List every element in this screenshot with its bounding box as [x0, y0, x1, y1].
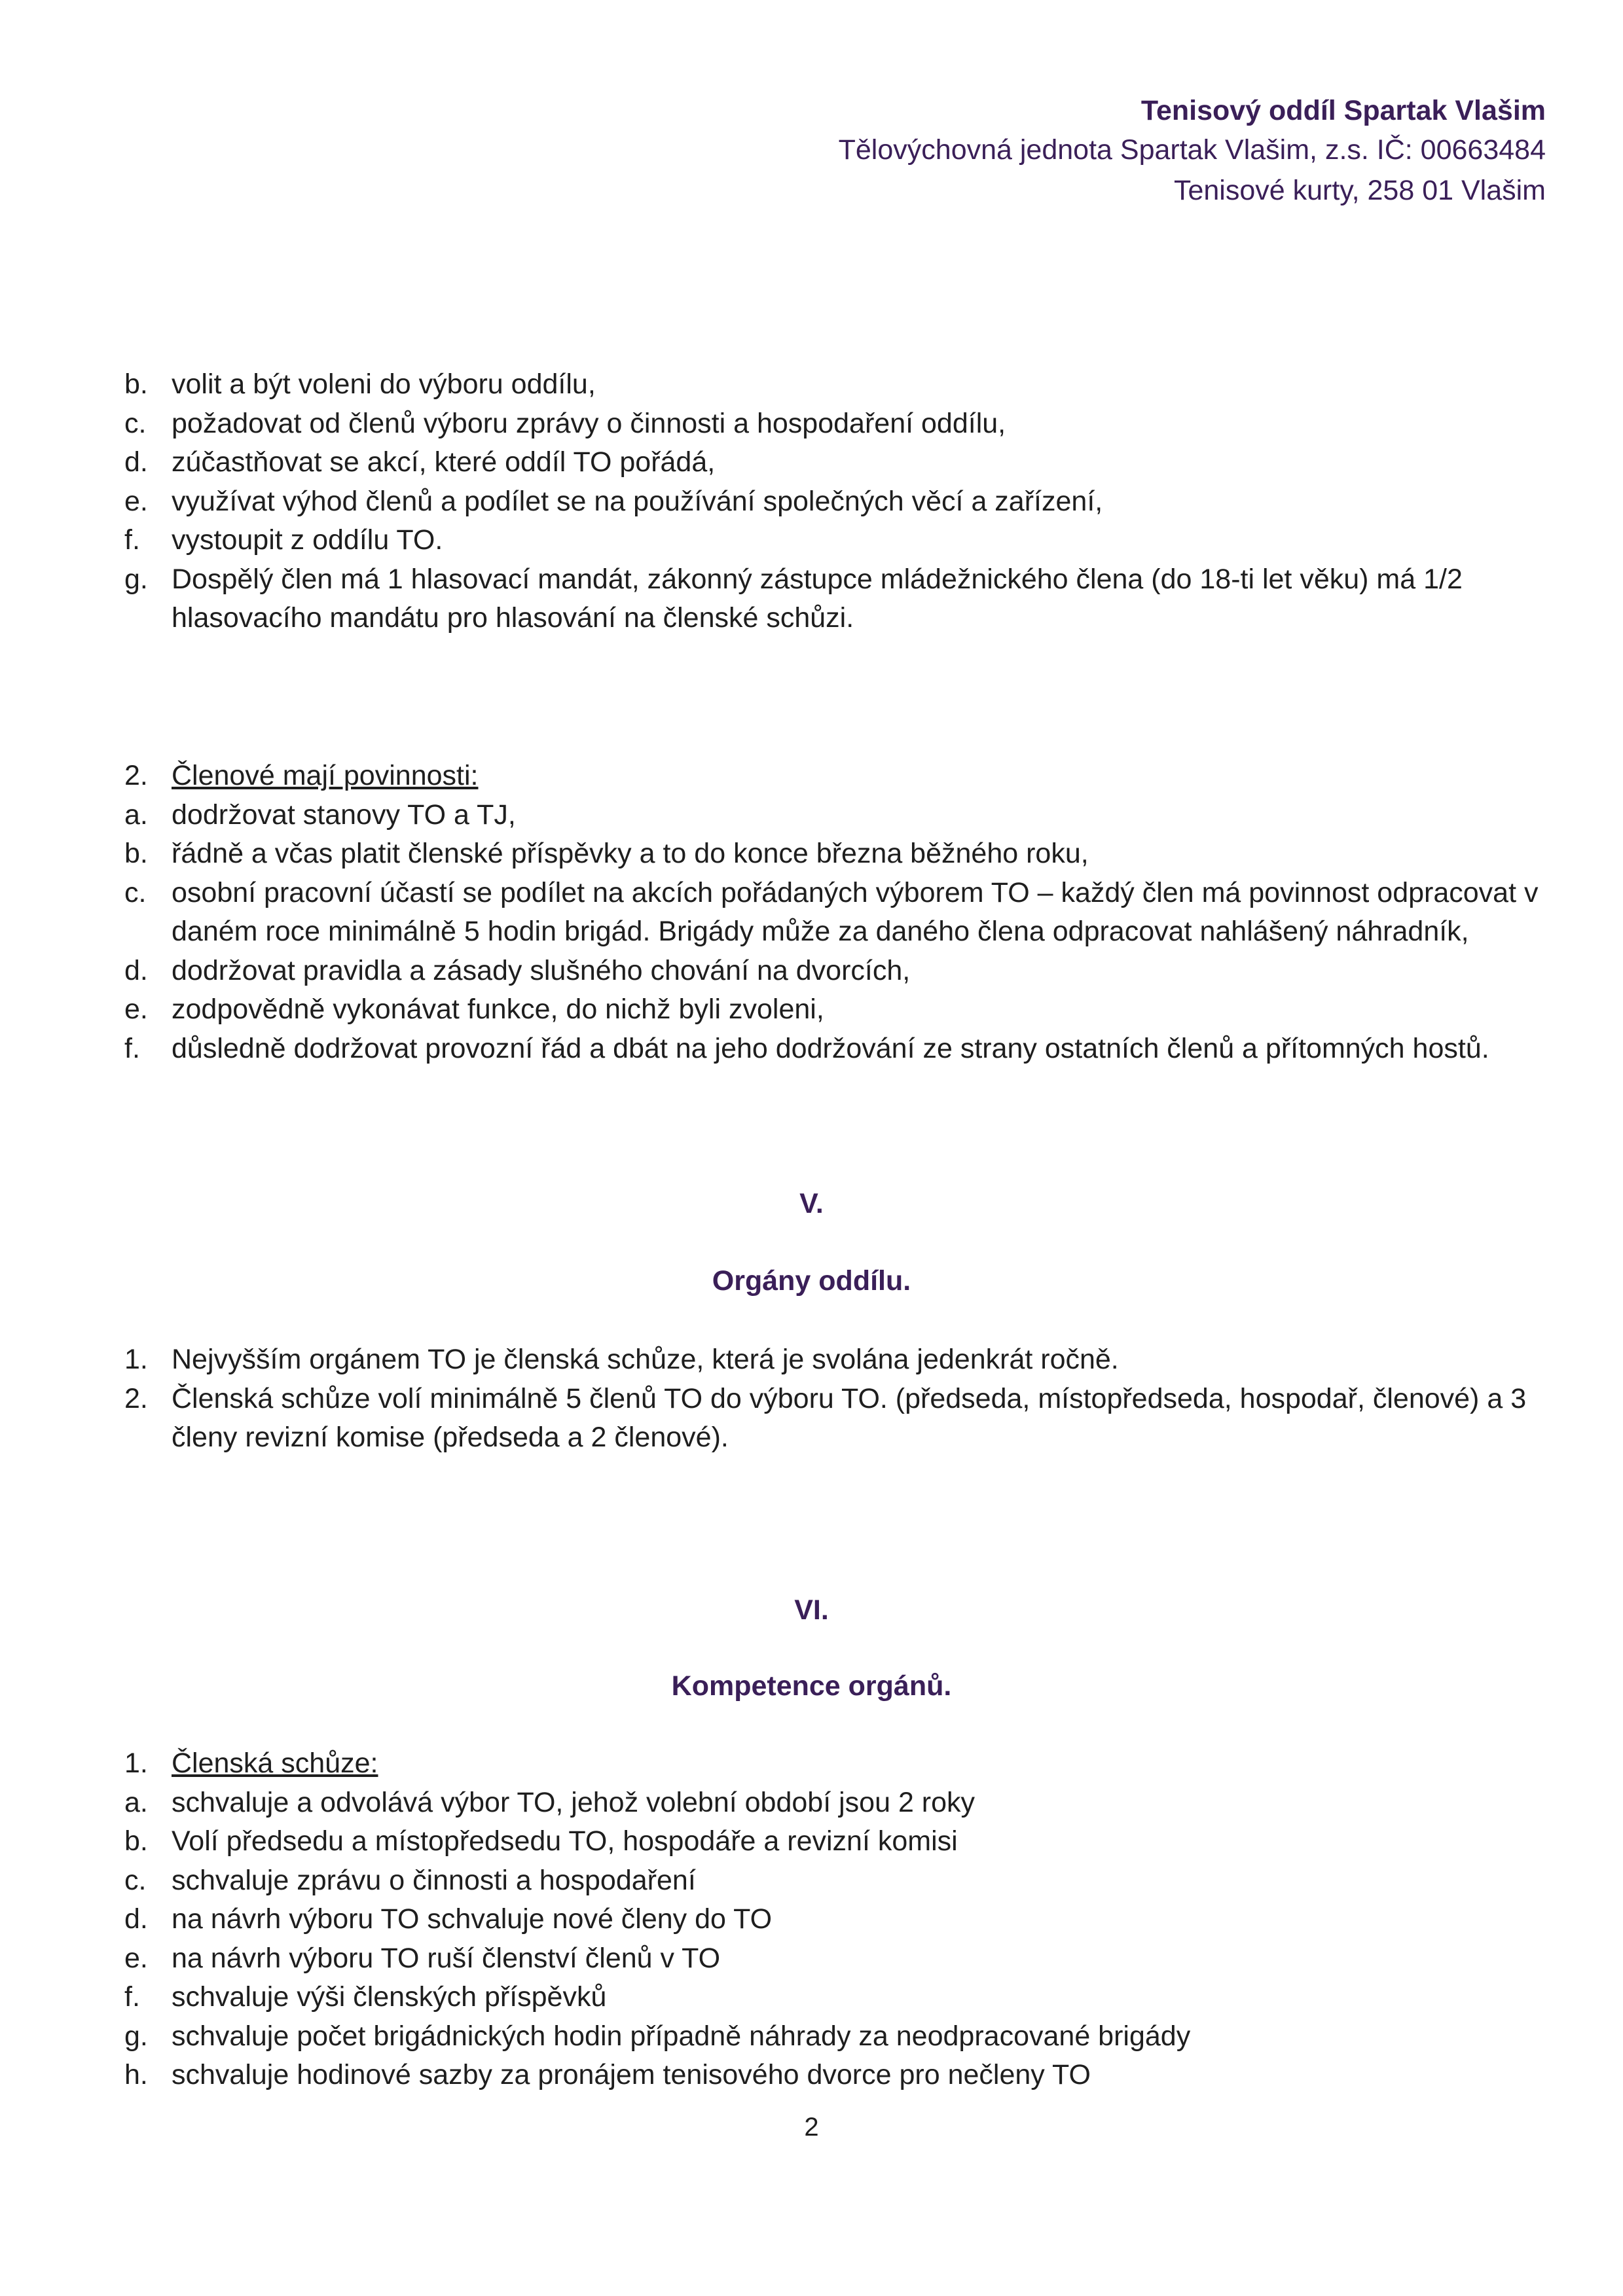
list-item: g. schvaluje počet brigádnických hodin případně náhrady za neodpracované brigády — [124, 2020, 1191, 2052]
section-vi-numeral: VI. — [794, 1594, 829, 1626]
list-item: c. požadovat od členů výboru zprávy o činnosti a hospodaření oddílu, — [124, 407, 1006, 439]
duties-heading: 2. Členové mají povinnosti: — [124, 760, 479, 791]
list-item: e. využívat výhod členů a podílet se na používání společných věcí a zařízení, — [124, 485, 1103, 517]
section-v-numeral: V. — [799, 1188, 824, 1219]
section-vi-title: Kompetence orgánů. — [671, 1670, 952, 1702]
list-item: 2. Členská schůze volí minimálně 5 členů TO do výboru TO. (předseda, místopředseda, hospodař, členové) a 3 členy revizní komise (předseda a 2 členové). — [124, 1382, 1527, 1453]
list-item: d. zúčastňovat se akcí, které oddíl TO pořádá, — [124, 446, 716, 478]
list-item: b. Volí předsedu a místopředsedu TO, hospodáře a revizní komisi — [124, 1825, 958, 1857]
org-name: Tenisový oddíl Spartak Vlašim — [1140, 95, 1546, 126]
list-item: g. Dospělý člen má 1 hlasovací mandát, zákonný zástupce mládežnického člena (do 18-ti let věku) má 1/2 hlasovacího mandátu pro hlasování na členské schůzi. — [124, 563, 1463, 634]
competences-list — [124, 1744, 1545, 2095]
list-item: c. schvaluje zprávu o činnosti a hospodaření — [124, 1864, 696, 1896]
list-item: a. schvaluje a odvolává výbor TO, jehož volební období jsou 2 roky — [124, 1786, 976, 1818]
list-item: d. dodržovat pravidla a zásady slušného chování na dvorcích, — [124, 954, 911, 986]
address: Tenisové kurty, 258 01 Vlašim — [1173, 175, 1546, 206]
list-item: c. osobní pracovní účastí se podílet na akcích pořádaných výborem TO – každý člen má povinnost odpracovat v daném roce minimálně 5 hodin brigád. Brigády může za daného člena odpracovat nahlášený náhradník, — [124, 876, 1539, 947]
parent-org: Tělovýchovná jednota Spartak Vlašim, z.s. IČ: 00663484 — [838, 134, 1546, 166]
list-item: f. schvaluje výši členských příspěvků — [124, 1981, 607, 2013]
duties-list — [124, 757, 1545, 1068]
list-item: a. dodržovat stanovy TO a TJ, — [124, 798, 516, 831]
section-v-title: Orgány oddílu. — [712, 1265, 911, 1297]
list-item: e. zodpovědně vykonávat funkce, do nichž byli zvoleni, — [124, 994, 824, 1025]
list-item: b. volit a být voleni do výboru oddílu, — [124, 368, 596, 400]
page-number: 2 — [804, 2113, 819, 2142]
list-item: d. na návrh výboru TO schvaluje nové členy do TO — [124, 1903, 773, 1935]
list-item: f. vystoupit z oddílu TO. — [124, 524, 443, 556]
letterhead — [564, 92, 1546, 211]
list-item: 1. Nejvyšším orgánem TO je členská schůze, která je svolána jedenkrát ročně. — [124, 1344, 1119, 1375]
list-item: e. na návrh výboru TO ruší členství členů v TO — [124, 1942, 721, 1974]
list-item: b. řádně a včas platit členské příspěvky a to do konce března běžného roku, — [124, 838, 1089, 869]
list-item: f. důsledně dodržovat provozní řád a dbát na jeho dodržování ze strany ostatních členů a přítomných hostů. — [124, 1032, 1489, 1064]
list-item: h. schvaluje hodinové sazby za pronájem tenisového dvorce pro nečleny TO — [124, 2059, 1091, 2090]
rights-list — [124, 365, 1545, 638]
members-meeting-heading: 1. Členská schůze: — [124, 1748, 378, 1779]
organs-list — [124, 1340, 1545, 1458]
